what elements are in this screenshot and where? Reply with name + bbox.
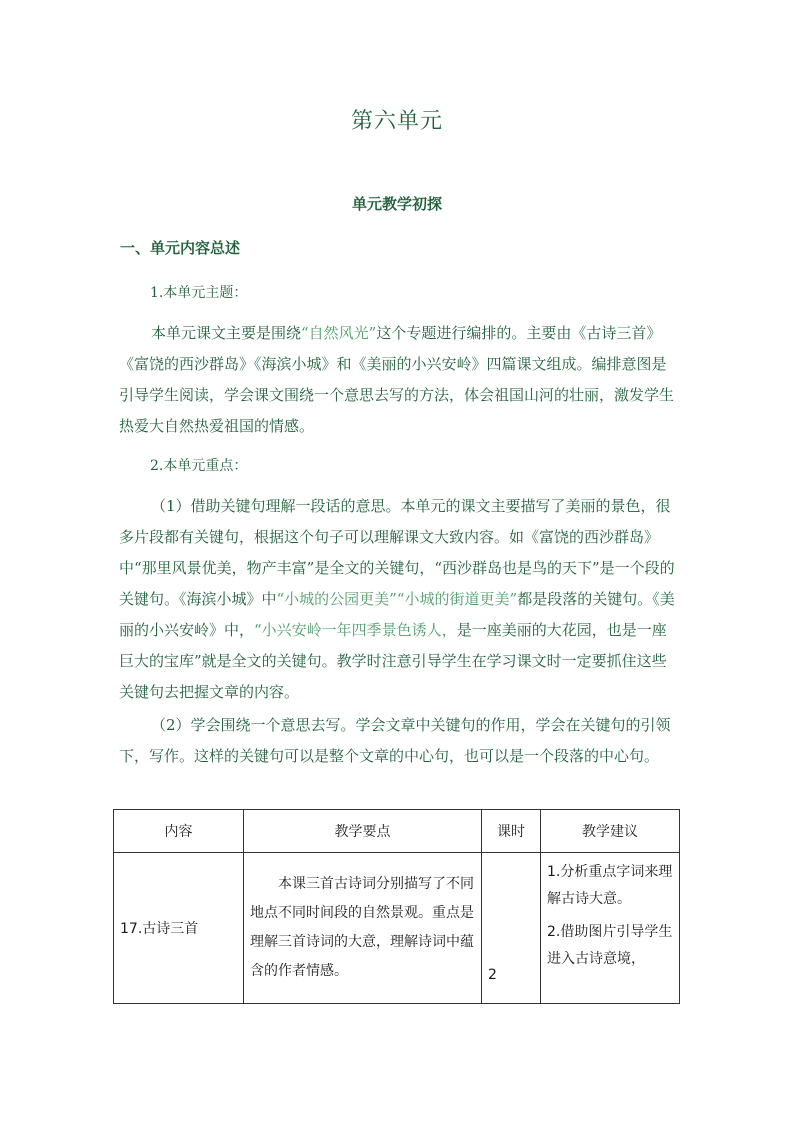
header-points: 教学要点 xyxy=(244,810,482,853)
cell-hours: 2 xyxy=(482,853,541,1004)
cell-points-text: 本课三首古诗词分别描写了不同地点不同时间段的自然景观。重点是理解三首诗词的大意，理解诗词中蕴含的作者情感。 xyxy=(250,876,474,979)
table-row xyxy=(114,853,680,1004)
item2-paragraph-2: （2）学会围绕一个意思去写。学会文章中关键句的作用，学会在关键句的引领下，写作。这样的关键句可以是整个文章的中心句，也可以是一个段落的中心句。 xyxy=(119,716,671,765)
cell-advice xyxy=(541,853,680,1004)
item1-label: 1.本单元主题： xyxy=(150,285,248,301)
advice-item-2: 2.借助图片引导学生进入古诗意境， xyxy=(547,924,673,967)
cell-points xyxy=(244,853,482,1004)
header-hours: 课时 xyxy=(482,810,541,853)
item2-p1-highlight-2: “小兴安岭一年四季景色诱人， xyxy=(254,621,457,639)
header-advice: 教学建议 xyxy=(541,810,680,853)
item1-text-a: 本单元课文主要是围绕 xyxy=(151,324,302,342)
lesson-table xyxy=(113,809,680,1004)
cell-content: 17.古诗三首 xyxy=(114,853,244,1004)
item1-paragraph xyxy=(119,318,677,442)
table-header-row xyxy=(114,810,680,853)
item2-p1-text-c: 是一座美丽的大花园，也是一座巨大的宝库”就是全文的关键句。教学时注意引导学生在学习课文时一定要抓住这些关键句去把握文章的内容。 xyxy=(119,621,667,701)
advice-item-1: 1.分析重点字词来理解古诗大意。 xyxy=(547,864,673,907)
page-title: 第六单元 xyxy=(350,109,443,134)
item2-p1-text-a: （1）借助关键句理解一段话的意思。本单元的课文主要描写了美丽的景色，很多片段都有关键句，根据这个句子可以理解课文大致内容。如《富饶的西沙群岛》中“那里风景优美，物产丰富”是全文的关键句，“西沙群岛也是鸟的天下”是一个段的关键句。《海滨小城》中 xyxy=(119,497,675,608)
item1-highlight: “自然风光” xyxy=(301,324,377,342)
sub-heading: 一、单元内容总述 xyxy=(120,239,241,257)
item2-p1-text-b: 都是段落的关键句。《美丽的小兴安岭》中， xyxy=(119,590,675,639)
header-content: 内容 xyxy=(114,810,244,853)
item1-text-b: 这个专题进行编排的。主要由《古诗三首》《富饶的西沙群岛》《海滨小城》和《美丽的小兴安岭》四篇课文组成。编排意图是引导学生阅读，学会课文围绕一个意思去写的方法，体会祖国山河的壮丽，激发学生热爱大自然热爱祖国的情感。 xyxy=(119,324,675,435)
item2-paragraph-1 xyxy=(119,491,677,708)
section-heading: 单元教学初探 xyxy=(351,195,442,213)
item2-p1-highlight-1: “小城的公园更美”“小城的街道更美” xyxy=(276,590,518,608)
item2-label: 2.本单元重点： xyxy=(150,458,248,474)
